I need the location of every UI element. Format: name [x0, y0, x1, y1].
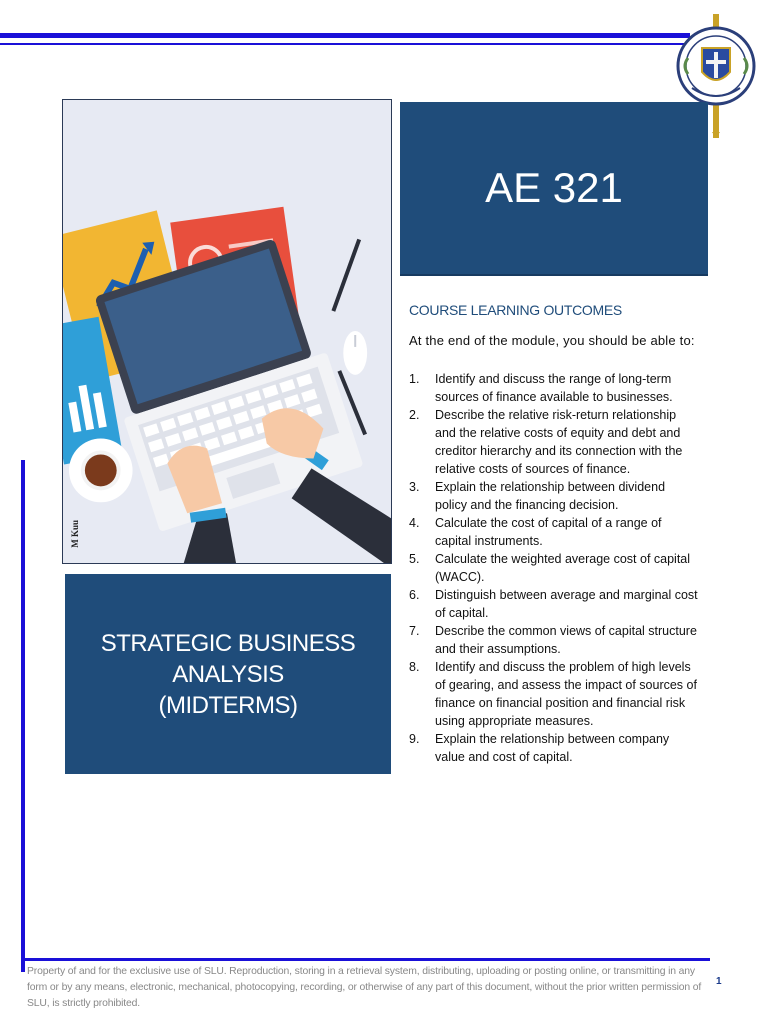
list-text: Identify and discuss the range of long-term sources of finance available to businesses.: [435, 372, 673, 404]
module-title-banner: [65, 574, 391, 774]
list-number: 7.: [409, 624, 420, 638]
list-number: 4.: [409, 516, 420, 530]
list-item: [409, 658, 699, 730]
workspace-illustration: [62, 99, 392, 564]
list-item: [409, 478, 699, 514]
list-number: 9.: [409, 732, 420, 746]
list-text: Explain the relationship between company value and cost of capital.: [435, 732, 670, 764]
outcomes-heading: COURSE LEARNING OUTCOMES: [409, 302, 622, 318]
list-number: 6.: [409, 588, 420, 602]
header-rule-thick: [0, 33, 690, 38]
outcomes-list: [409, 370, 699, 766]
list-number: 5.: [409, 552, 420, 566]
list-number: 3.: [409, 480, 420, 494]
list-item: [409, 622, 699, 658]
list-number: 1.: [409, 372, 420, 386]
list-item: [409, 406, 699, 478]
course-code-banner: [400, 102, 708, 274]
left-margin-rule: [21, 460, 25, 972]
copyright-notice: Property of and for the exclusive use of SLU. Reproduction, storing in a retrieval system, distributing, uploading or posting online, or transmitting in any form or by any means, electronic, mechanical, photocopying, recording, or otherwise of any part of this document, without the prior written permission of SLU, is strictly prohibited.: [27, 966, 702, 1009]
photo-credit: M Kuu: [70, 520, 80, 548]
list-text: Explain the relationship between dividend policy and the financing decision.: [435, 480, 666, 512]
list-text: Calculate the weighted average cost of capital (WACC).: [435, 552, 691, 584]
list-text: Describe the relative risk-return relationship and the relative costs of equity and debt and creditor hierarchy and its connection with the relative costs of sources of finance.: [435, 408, 683, 476]
list-text: Calculate the cost of capital of a range of capital instruments.: [435, 516, 662, 548]
course-code: AE 321: [485, 164, 623, 211]
list-text: Identify and discuss the problem of high levels of gearing, and assess the impact of sources of finance on financial position and financial risk using appropriate measures.: [435, 660, 697, 728]
list-item: [409, 586, 699, 622]
footer-rule: [21, 958, 710, 961]
list-number: 2.: [409, 408, 420, 422]
list-item: [409, 514, 699, 550]
outcomes-intro: At the end of the module, you should be able to:: [409, 333, 695, 348]
list-item: [409, 730, 699, 766]
list-number: 8.: [409, 660, 420, 674]
list-item: [409, 370, 699, 406]
header-rule-thin: [0, 43, 690, 45]
list-text: Distinguish between average and marginal cost of capital.: [435, 588, 698, 620]
list-text: Describe the common views of capital structure and their assumptions.: [435, 624, 697, 656]
module-title: STRATEGIC BUSINESS ANALYSIS (MIDTERMS): [100, 629, 356, 719]
list-item: [409, 550, 699, 586]
page-number: 1: [716, 976, 722, 987]
